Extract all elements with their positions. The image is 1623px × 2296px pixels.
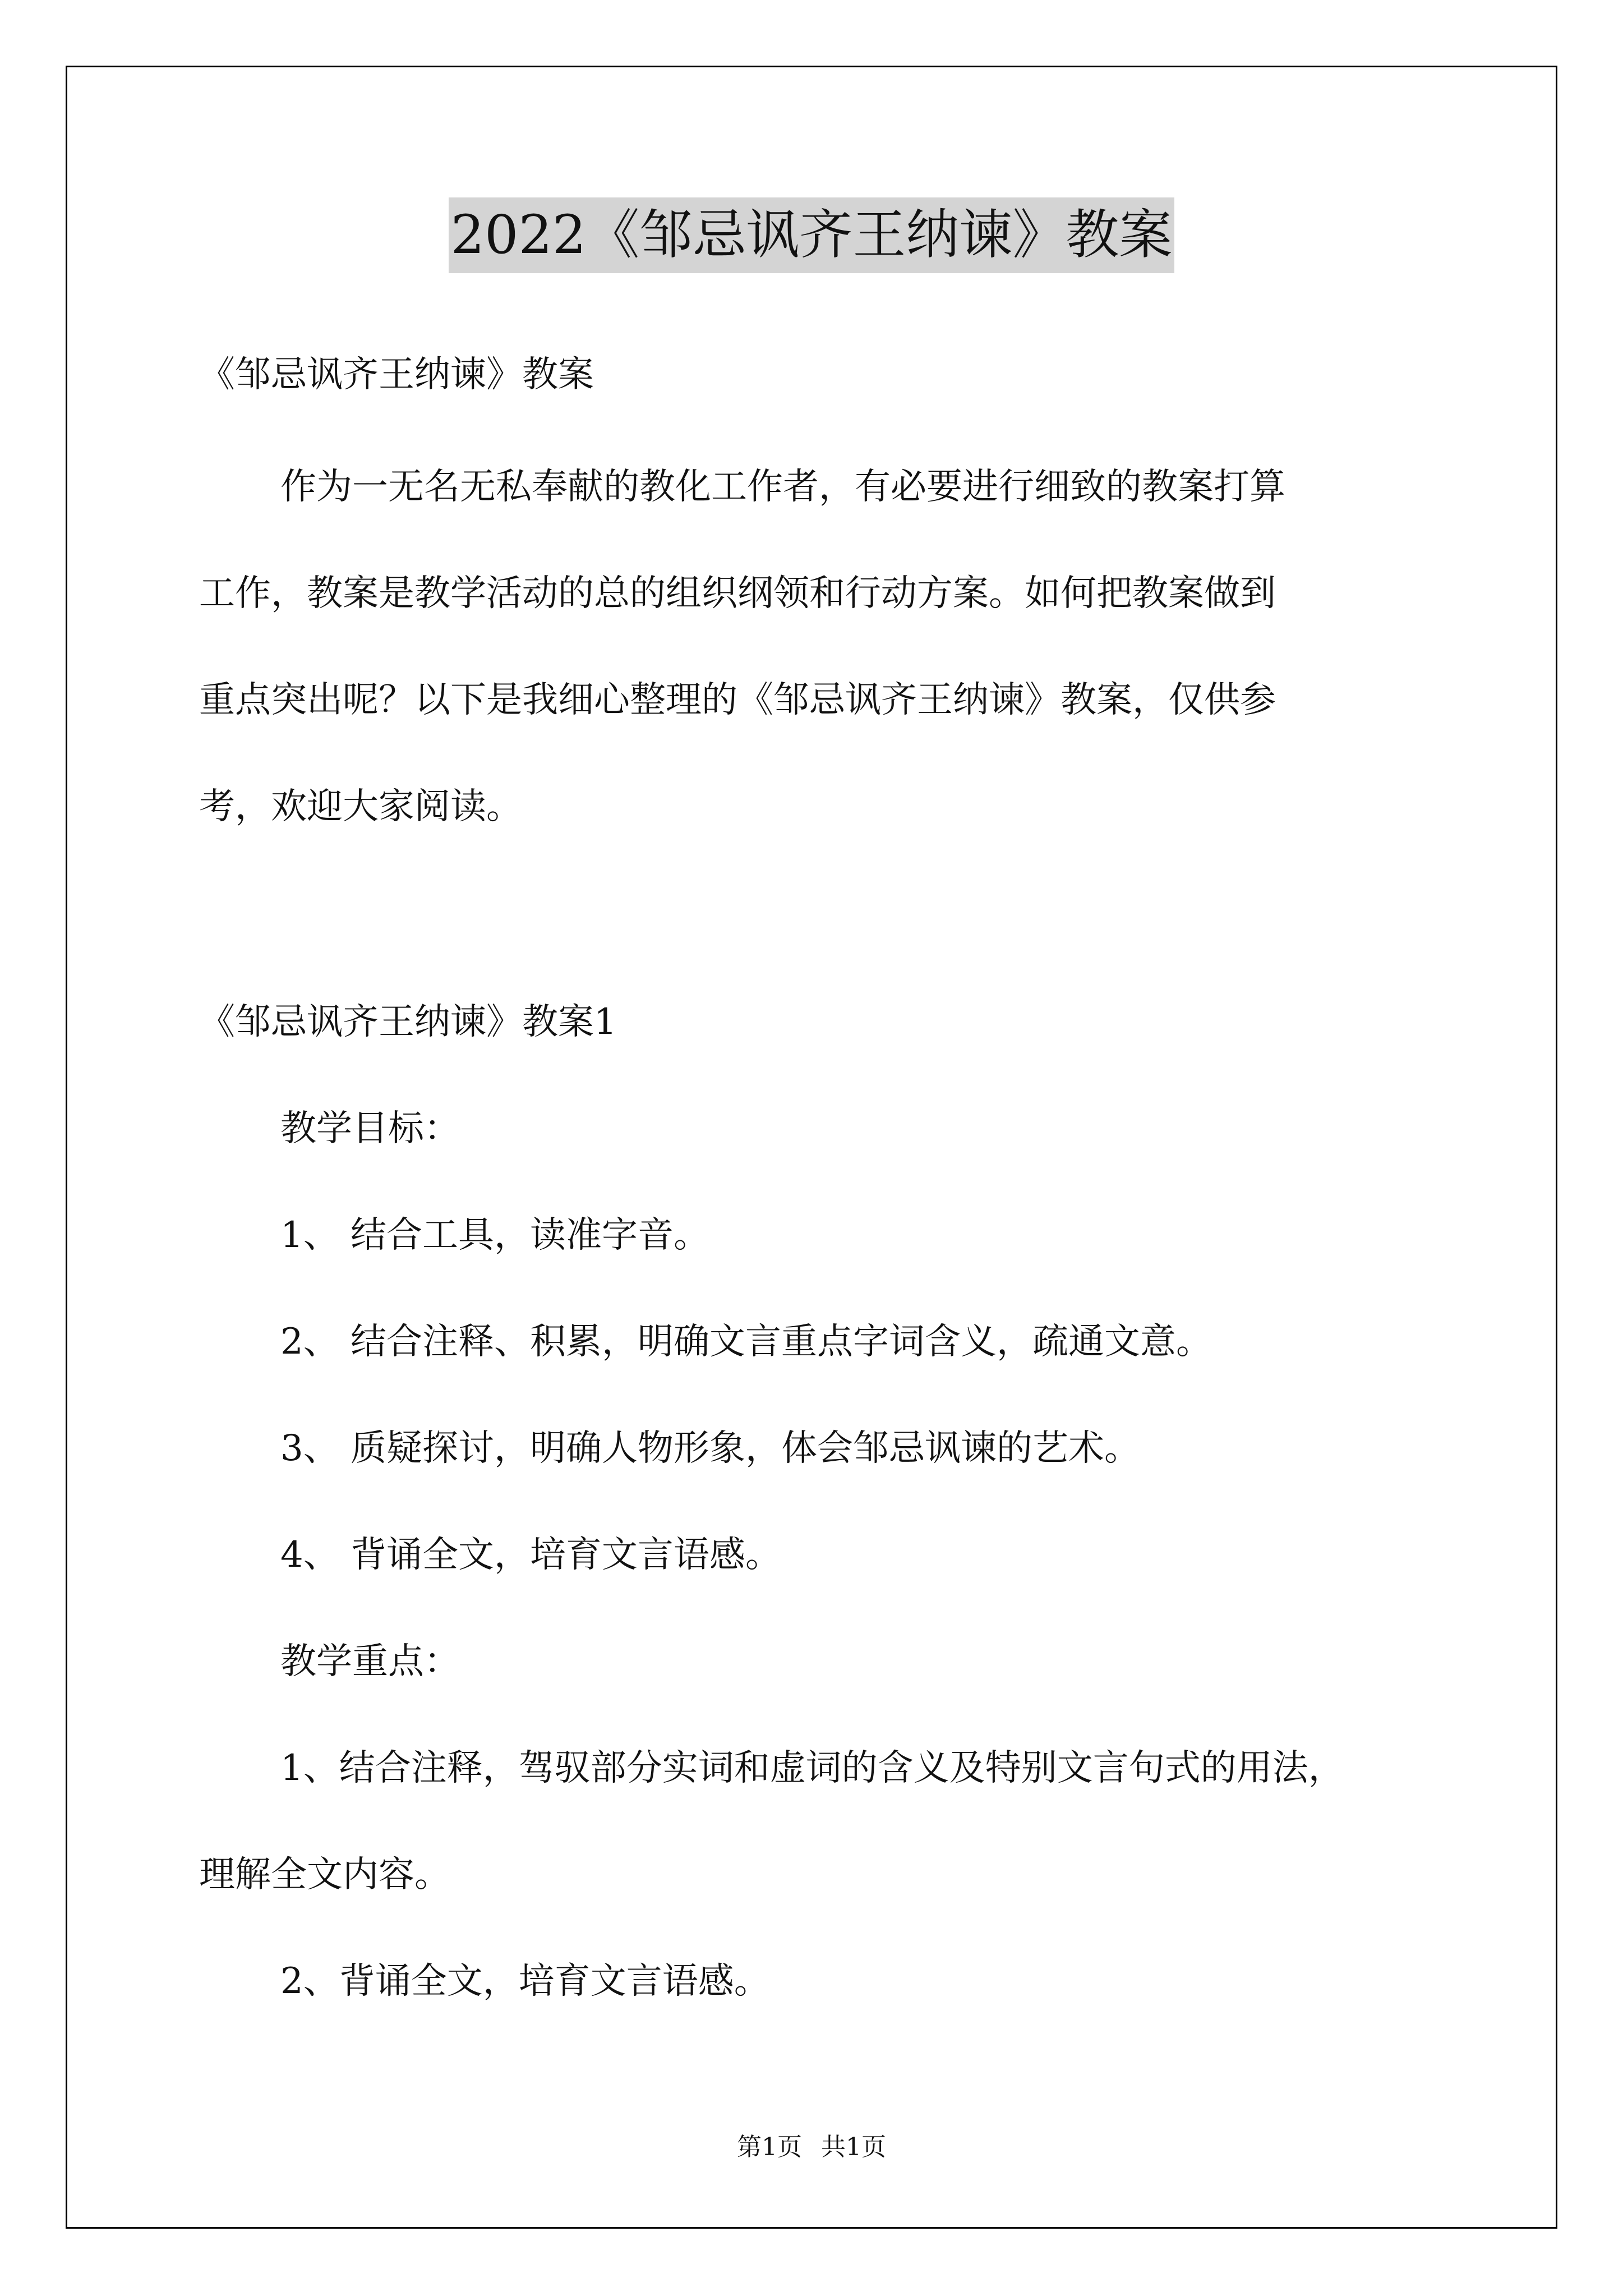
intro-paragraph-line-1: 作为一无名无私奉献的教化工作者，有必要进行细致的教案打算	[280, 466, 1285, 508]
objective-item-4: 4、 背诵全文，培育文言语感。	[280, 1534, 782, 1576]
title-container	[0, 197, 1623, 273]
keypoints-heading: 教学重点：	[280, 1641, 460, 1682]
page-footer	[0, 2132, 1623, 2163]
objective-item-3: 3、 质疑探讨，明确人物形象，体会邹忌讽谏的艺术。	[280, 1428, 1141, 1469]
intro-paragraph-line-3: 重点突出呢？以下是我细心整理的《邹忌讽齐王纳谏》教案，仅供参	[199, 679, 1276, 721]
section-heading: 《邹忌讽齐王纳谏》教案1	[199, 1001, 617, 1043]
objective-item-1: 1、 结合工具，读准字音。	[280, 1214, 710, 1256]
keypoint-item-1-line-2: 理解全文内容。	[199, 1854, 450, 1895]
objective-item-2: 2、 结合注释、积累，明确文言重点字词含义，疏通文意。	[280, 1321, 1212, 1363]
doc-subtitle: 《邹忌讽齐王纳谏》教案	[199, 354, 594, 395]
intro-paragraph-line-2: 工作，教案是教学活动的总的组织纲领和行动方案。如何把教案做到	[199, 573, 1276, 614]
footer-page-number: 第1页	[737, 2133, 802, 2161]
keypoint-item-1-line-1: 1、结合注释，驾驭部分实词和虚词的含义及特别文言句式的用法，	[280, 1747, 1344, 1789]
document-title: 2022《邹忌讽齐王纳谏》教案	[449, 197, 1175, 273]
footer-total-pages: 共1页	[821, 2133, 886, 2161]
objectives-heading: 教学目标：	[280, 1108, 460, 1149]
keypoint-item-2: 2、背诵全文，培育文言语感。	[280, 1961, 770, 2002]
intro-paragraph-line-4: 考，欢迎大家阅读。	[199, 786, 522, 827]
